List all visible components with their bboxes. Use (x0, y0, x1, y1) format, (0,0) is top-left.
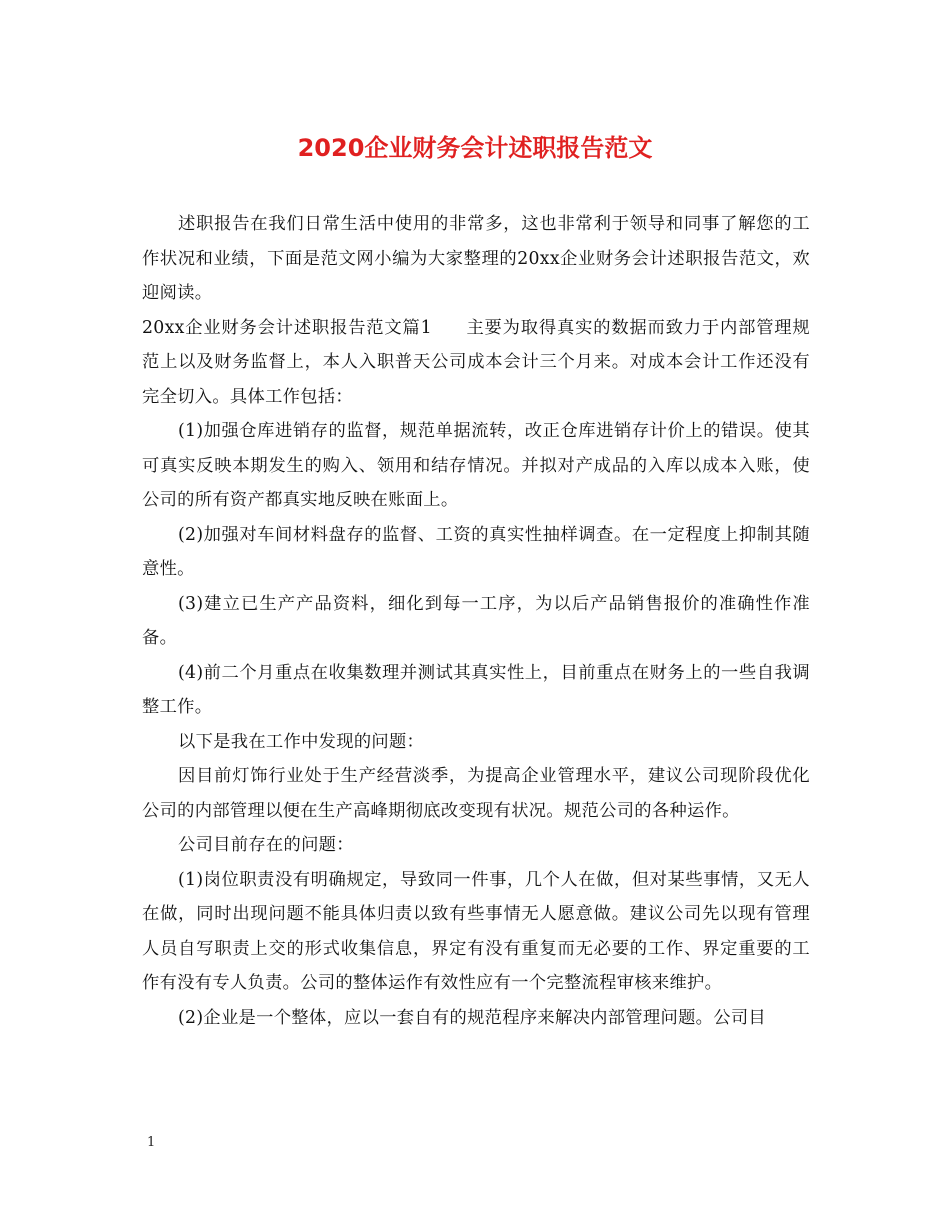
paragraph-item-4: (4)前二个月重点在收集数理并测试其真实性上，目前重点在财务上的一些自我调整工作。 (142, 662, 810, 717)
document-title: 2020企业财务会计述职报告范文 (297, 134, 653, 162)
document-body (142, 207, 810, 1035)
paragraph-item-1: (1)加强仓库进销存的监督，规范单据流转，改正仓库进销存计价上的错误。使其可真实反映本期发生的购入、领用和结存情况。并拟对产成品的入库以成本入账，使公司的所有资产都真实地反映在账面上。 (142, 421, 810, 510)
paragraph-section-1 (142, 311, 810, 415)
page-number: 1 (147, 1135, 156, 1150)
paragraph-issue-1: (1)岗位职责没有明确规定，导致同一件事，几个人在做，但对某些事情，又无人在做，同时出现问题不能具体归责以致有些事情无人愿意做。建议公司先以现有管理人员自写职责上交的形式收集信息，界定有没有重复而无必要的工作、界定重要的工作有没有专人负责。公司的整体运作有效性应有一个完整流程审核来维护。 (142, 869, 810, 993)
paragraph-issue-2: (2)企业是一个整体，应以一套自有的规范程序来解决内部管理问题。公司目 (178, 1007, 766, 1028)
paragraph-item-2: (2)加强对车间材料盘存的监督、工资的真实性抽样调查。在一定程度上抑制其随意性。 (142, 524, 810, 579)
section-text: 主要为取得真实的数据而致力于内部管理规范上以及财务监督上，本人入职普天公司成本会计三个月来。对成本会计工作还没有完全切入。具体工作包括： (142, 317, 810, 407)
paragraph-company-issues: 公司目前存在的问题： (178, 835, 354, 855)
paragraph-suggestion: 因目前灯饰行业处于生产经营淡季，为提高企业管理水平，建议公司现阶段优化公司的内部管理以便在生产高峰期彻底改变现有状况。规范公司的各种运作。 (142, 766, 810, 821)
paragraph-problems-intro: 以下是我在工作中发现的问题： (178, 731, 425, 752)
section-heading: 20xx企业财务会计述职报告范文篇1 (142, 317, 432, 338)
paragraph-item-3: (3)建立已生产产品资料，细化到每一工序，为以后产品销售报价的准确性作准备。 (142, 593, 810, 648)
paragraph-intro: 述职报告在我们日常生活中使用的非常多，这也非常利于领导和同事了解您的工作状况和业绩，下面是范文网小编为大家整理的20xx企业财务会计述职报告范文，欢迎阅读。 (142, 214, 810, 303)
